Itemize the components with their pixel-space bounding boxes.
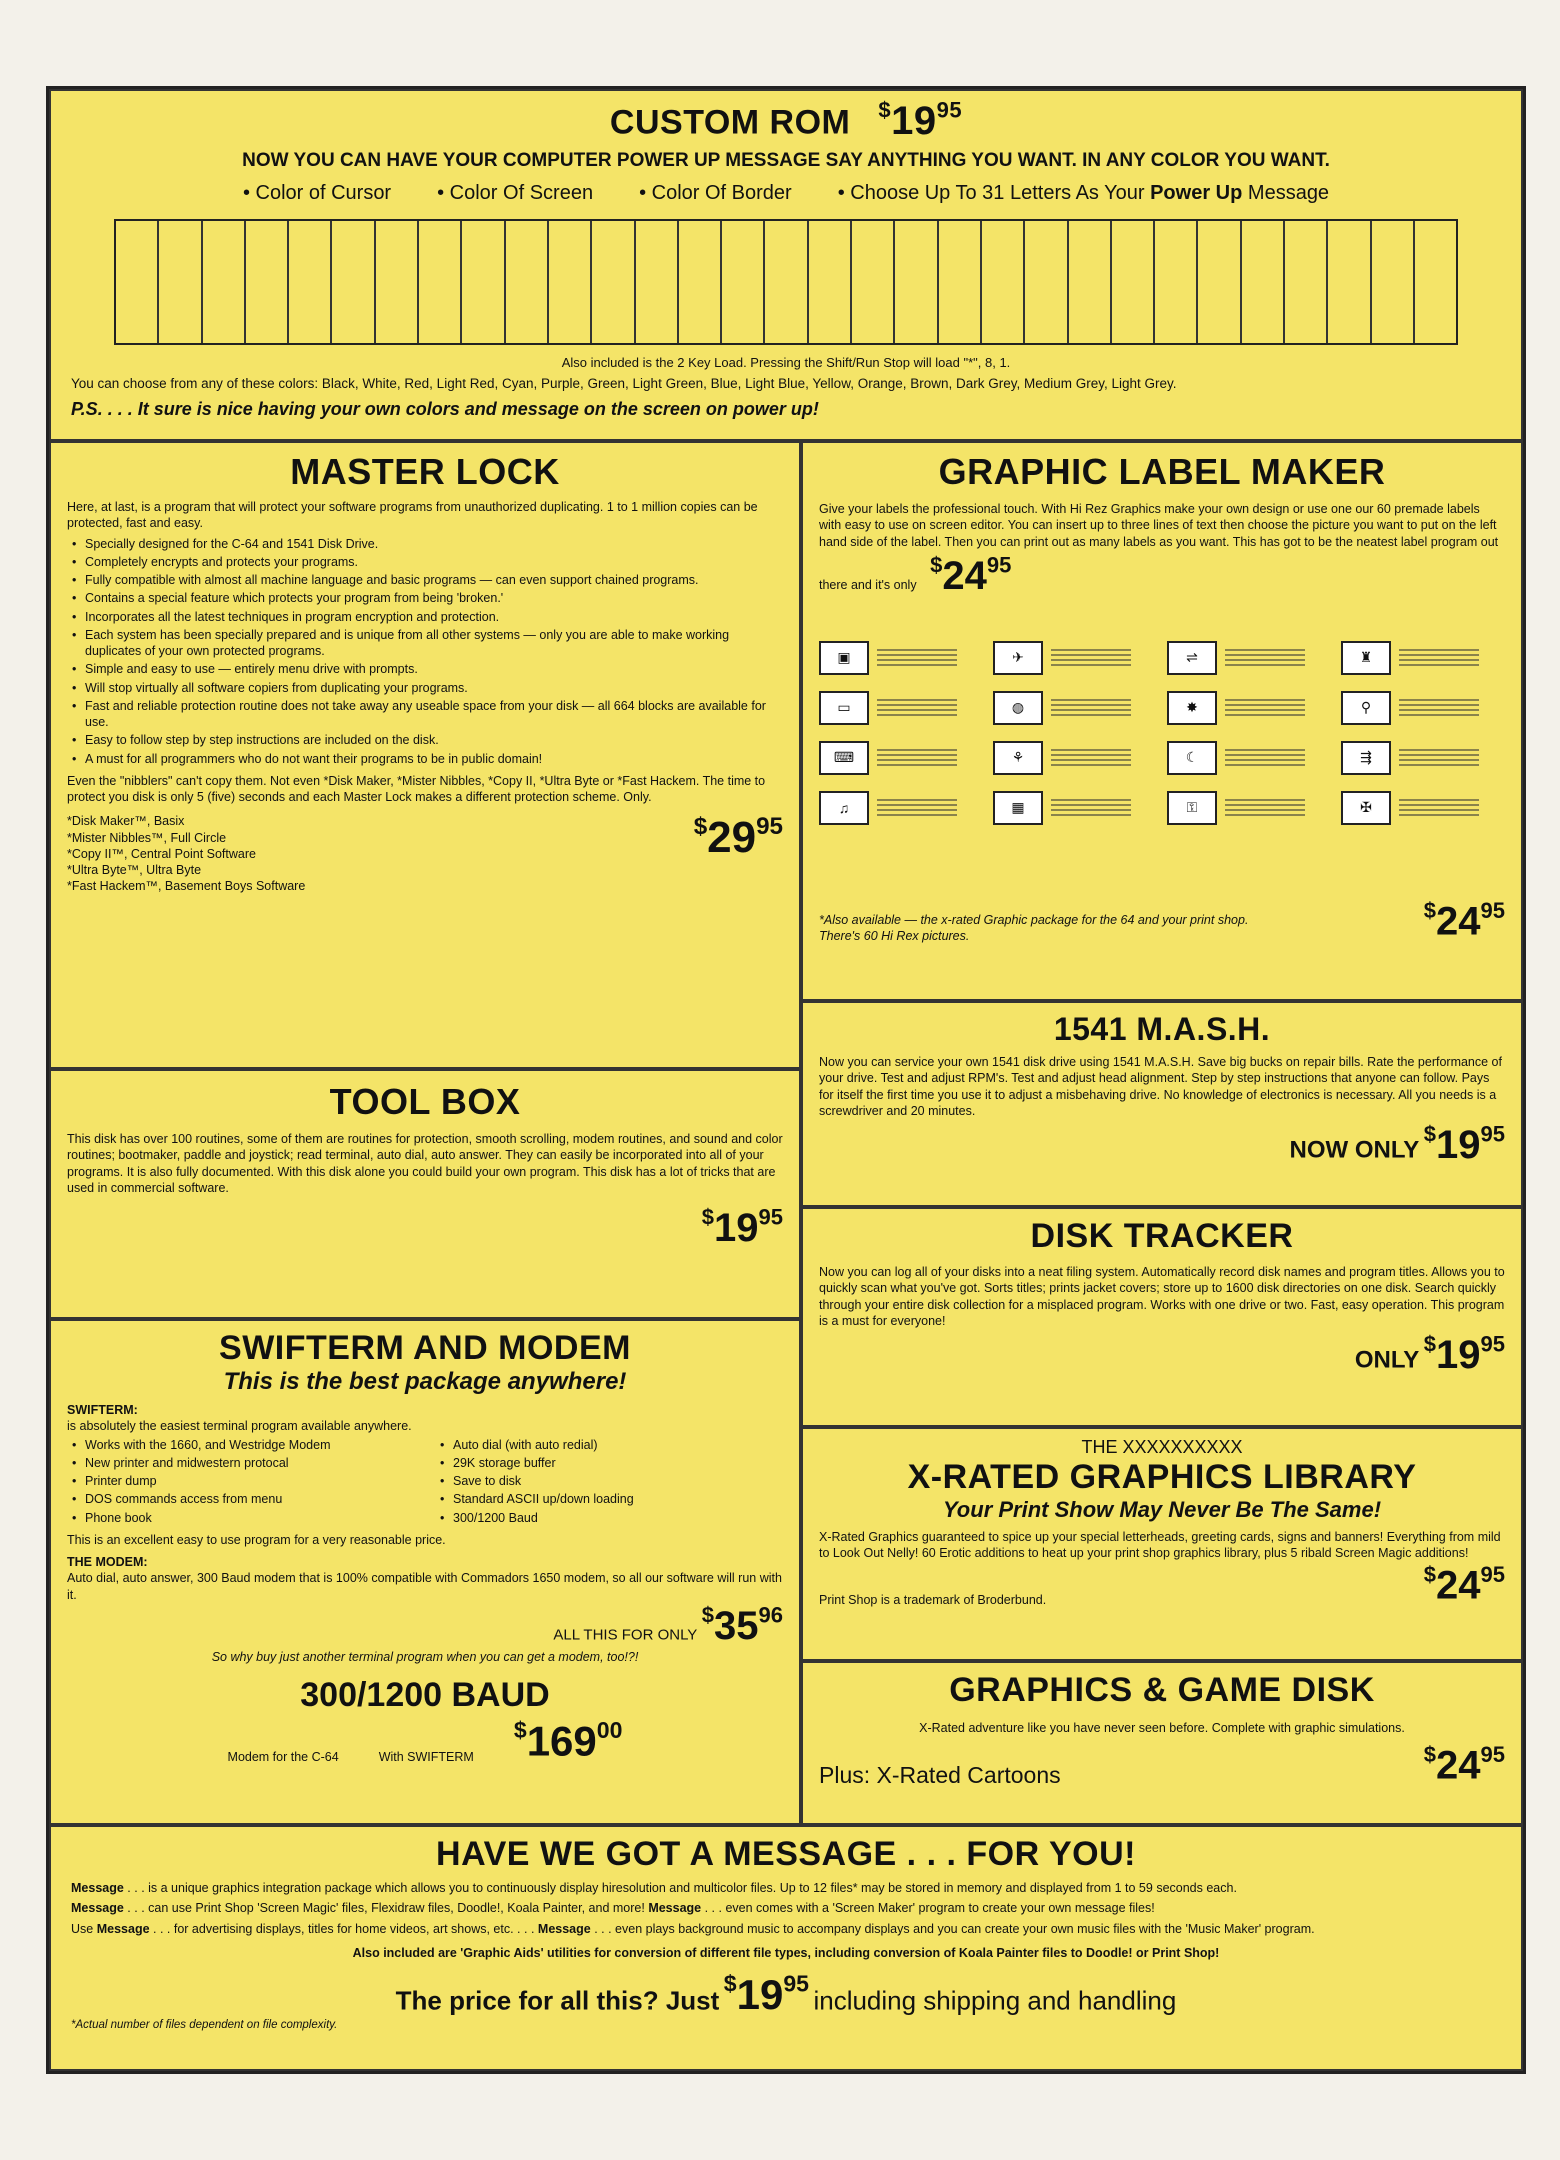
list-item: • Fully compatible with almost all machine language and basic programs — can even support chained programs.	[85, 572, 783, 588]
section-title: X-RATED GRAPHICS LIBRARY	[907, 1458, 1417, 1496]
price-lead: NOW ONLY	[1289, 1136, 1420, 1164]
list-item: • Each system has been specially prepared and is unique from all other systems — only you are able to make working duplicates of your own protected programs.	[85, 627, 783, 660]
trademark: *Fast Hackem™, Basement Boys Software	[67, 879, 306, 894]
price-whole: 19	[891, 98, 937, 143]
list-item: • Standard ASCII up/down loading	[453, 1491, 783, 1507]
ship-icon: ⇶	[1341, 741, 1391, 775]
sample-label	[819, 688, 983, 728]
sample-label	[993, 738, 1157, 778]
list-item: • Phone book	[85, 1510, 415, 1526]
ps-note: P.S. . . . It sure is nice having your own colors and message on the screen on power up!	[71, 398, 819, 419]
list-item: • Fast and reliable protection routine does not take away any useable space from your disk — all 664 blocks are available for use.	[85, 698, 783, 731]
intro: Here, at last, is a program that will protect your software programs from unauthorized duplicating. 1 to 1 million copies can be protected, fast and easy.	[67, 500, 758, 531]
body-text: X-Rated Graphics guaranteed to spice up your special letterheads, greeting cards, signs and banners! Everything from mild to Look Out Nelly! 60 Erotic additions to heat up your print shop graphics library, plus 5 ribald Screen Magic additions!	[819, 1530, 1501, 1561]
price: $^{\$}24^{95}$	[930, 552, 1012, 598]
price: $^{\$}169^{00}$	[513, 1716, 623, 1764]
star-icon: ✸	[1167, 691, 1217, 725]
price: $^{\$}19^{95}$	[1423, 1121, 1505, 1167]
body-text: This disk has over 100 routines, some of them are routines for protection, smooth scrolling, modem routines, and sound and color routines; bootmaker, paddle and joystick; read terminal, auto dial, auto answer. They can easily be incorporated into all of your programs. It is also fully documented. With this disk alone you could build your own program. This disk has a lot of tricks that are used in commercial software.	[67, 1132, 783, 1195]
body-text: X-Rated adventure like you have never seen before. Complete with graphic simulations.	[919, 1721, 1405, 1735]
feature-list	[67, 536, 783, 767]
feature: • Choose Up To 31 Letters As Your Power Up Message	[837, 181, 1330, 204]
list-item: • Specially designed for the C-64 and 1541 Disk Drive.	[85, 536, 783, 552]
moon-icon: ☾	[1167, 741, 1217, 775]
trademark: *Ultra Byte™, Ultra Byte	[67, 863, 202, 877]
feature-row	[71, 182, 1501, 205]
sample-label	[1341, 738, 1505, 778]
list-item: • Save to disk	[453, 1473, 783, 1489]
price: $^{\$}19^{95}$	[1423, 1331, 1505, 1377]
subtitle: Your Print Show May Never Be The Same!	[942, 1497, 1382, 1522]
list-item: • A must for all programmers who do not want their programs to be in public domain!	[85, 751, 783, 767]
note: *Also available — the x-rated Graphic package for the 64 and your print shop. There's 60 Hi Rex pictures.	[819, 912, 1249, 943]
sample-label	[1167, 788, 1331, 828]
film-icon: ⚘	[993, 741, 1043, 775]
trademark-list	[67, 813, 305, 894]
price: $^{\$}24^{95}$	[1423, 1742, 1505, 1788]
section-title: MASTER LOCK	[290, 451, 560, 492]
list-item: • Contains a special feature which protects your program from being 'broken.'	[85, 590, 783, 606]
section-title: SWIFTERM AND MODEM	[219, 1329, 631, 1367]
custom-rom-title: CUSTOM ROM	[609, 103, 851, 142]
footnote: *Actual number of files dependent on file complexity.	[71, 2019, 338, 2032]
section-title: GRAPHIC LABEL MAKER	[938, 451, 1386, 492]
trademark: *Copy II™, Central Point Software	[67, 846, 256, 861]
section-title: 1541 M.A.S.H.	[1053, 1011, 1271, 1047]
sample-label	[1341, 788, 1505, 828]
sample-label	[819, 738, 983, 778]
list-item: • Completely encrypts and protects your programs.	[85, 554, 783, 570]
price-lead: The price for all this? Just	[395, 1985, 720, 2016]
sample-label	[819, 788, 983, 828]
with-label: With SWIFTERM	[378, 1749, 474, 1764]
modem-label: THE MODEM:	[67, 1555, 148, 1569]
list-item: • Incorporates all the latest techniques in program encryption and protection.	[85, 609, 783, 625]
disk-tracker-section	[801, 1207, 1523, 1427]
aircraft-icon: ✈	[993, 641, 1043, 675]
section-title: GRAPHICS & GAME DISK	[949, 1671, 1375, 1709]
colors-list: You can choose from any of these colors: Black, White, Red, Light Red, Cyan, Purple, Green, Light Green, Blue, Light Blue, Yellow, Orange, Brown, Dark Grey, Medium Grey, Light Grey.	[71, 375, 1177, 391]
list-item: • DOS commands access from menu	[85, 1491, 415, 1507]
baud-title: 300/1200 BAUD	[300, 1675, 550, 1714]
list-item: • Simple and easy to use — entirely menu drive with prompts.	[85, 661, 783, 677]
feature-list-right	[435, 1435, 783, 1528]
trademark-note: Print Shop is a trademark of Broderbund.	[819, 1592, 1047, 1607]
xrated-library-section	[801, 1427, 1523, 1661]
body-text: Now you can log all of your disks into a neat filing system. Automatically record disk names and program titles. Allows you to quickly scan what you've got. Sorts titles; prints jacket covers; store up to 1600 disk directories on one disk. Search quickly through your entire disk collection for a misplaced program. Works with one drive or two. Fast, easy operation. This program is a must for everyone!	[819, 1265, 1505, 1328]
list-item: • 29K storage buffer	[453, 1455, 783, 1471]
starship-icon: ⇌	[1167, 641, 1217, 675]
body-text: Give your labels the professional touch. With Hi Rez Graphics make your own design or use one our 60 premade labels with easy to use on screen editor. You can insert up to three lines of text then choose the picture you want to put on the left hand side of the label. Then you can print out as many labels as you want. This has got to be the neatest label program out there and it's only $^{\$}24^{95}$	[819, 502, 1499, 598]
price: $^{\$}29^{95}$	[693, 813, 783, 863]
list-item: • New printer and midwestern protocal	[85, 1455, 415, 1471]
list-item: • Works with the 1660, and Westridge Modem	[85, 1437, 415, 1453]
body-text: Now you can service your own 1541 disk drive using 1541 M.A.S.H. Save big bucks on repair bills. Rate the performance of your drive. Test and adjust RPM's. Test and adjust head alignment. Step by step instructions that anyone can follow. Pays for itself the first time you use it to adjust a misbehaving drive. No knowledge of electronics is necessary. All you needs is a screwdriver and 20 minutes.	[819, 1055, 1502, 1118]
message-section	[49, 1825, 1523, 2071]
sample-label	[993, 788, 1157, 828]
sample-label	[819, 638, 983, 678]
feature-columns	[67, 1435, 783, 1528]
sample-label	[993, 638, 1157, 678]
price: $^{\$}19^{95}$	[723, 1971, 809, 2019]
sample-label	[1341, 688, 1505, 728]
section-title: DISK TRACKER	[1030, 1217, 1294, 1255]
price-line	[71, 1971, 1501, 2019]
intro: is absolutely the easiest terminal program available anywhere.	[67, 1419, 412, 1434]
feature: • Color Of Border	[639, 181, 792, 204]
keyboard-icon: ⌨	[819, 741, 869, 775]
list-item: • Printer dump	[85, 1473, 415, 1489]
price: $^{\$}24^{95}$	[1423, 1561, 1505, 1607]
feature: • Color of Cursor	[242, 181, 392, 204]
paragraph: Message . . . can use Print Shop 'Screen Magic' files, Flexidraw files, Doodle!, Koala Painter, and more! Message . . . even comes with a 'Screen Maker' program to create your own message files!	[71, 1901, 1155, 1916]
price	[878, 99, 962, 143]
music-icon: ♫	[819, 791, 869, 825]
trademark: *Mister Nibbles™, Full Circle	[67, 830, 227, 845]
fighter-icon: ✠	[1341, 791, 1391, 825]
list-item: • Auto dial (with auto redial)	[453, 1437, 783, 1453]
price-tail: including shipping and handling	[813, 1985, 1177, 2016]
baud-sub: Modem for the C-64	[227, 1749, 339, 1764]
sample-label	[1167, 638, 1331, 678]
price-cents: 95	[936, 97, 963, 122]
sample-label	[1167, 688, 1331, 728]
sample-label	[1341, 638, 1505, 678]
computer-icon: ▣	[819, 641, 869, 675]
price-lead: ALL THIS FOR ONLY	[553, 1626, 698, 1644]
price: $^{\$}19^{95}$	[701, 1204, 783, 1250]
pre-title: THE XXXXXXXXXX	[1081, 1437, 1243, 1457]
section-title	[71, 97, 1501, 144]
tool-box-section	[49, 1069, 801, 1319]
master-lock-section	[49, 441, 801, 1069]
price: $^{\$}24^{95}$	[1423, 897, 1505, 944]
modem-body: Auto dial, auto answer, 300 Baud modem that is 100% compatible with Commadors 1650 modem, so all our software will run with it.	[67, 1571, 782, 1602]
note: This is an excellent easy to use program for a very reasonable price.	[67, 1532, 446, 1547]
list-item: • Will stop virtually all software copiers from duplicating your programs.	[85, 680, 783, 696]
plus-text: Plus: X-Rated Cartoons	[819, 1761, 1061, 1788]
planet-icon: ◍	[993, 691, 1043, 725]
sample-label	[993, 688, 1157, 728]
chess-rook-icon: ♜	[1341, 641, 1391, 675]
swifterm-label: SWIFTERM:	[67, 1403, 138, 1417]
label-samples-grid	[819, 638, 1505, 828]
list-item: • 300/1200 Baud	[453, 1510, 783, 1526]
price-lead: ONLY	[1354, 1346, 1420, 1374]
box-icon: ▦	[993, 791, 1043, 825]
swifterm-modem-section	[49, 1319, 801, 1825]
list-item: • Easy to follow step by step instructions are included on the disk.	[85, 732, 783, 748]
body-text: Even the "nibblers" can't copy them. Not even *Disk Maker, *Mister Nibbles, *Copy II, *Ultra Byte or *Fast Hackem. The time to protect you disk is only 5 (five) seconds and each Master Lock makes a different protection scheme. Only.	[67, 773, 766, 804]
paragraph: Message . . . is a unique graphics integration package which allows you to continuously display hiresolution and multicolor files. Up to 12 files* may be stored in memory and displayed from 1 to 59 seconds each.	[71, 1881, 1237, 1895]
note: Also included is the 2 Key Load. Pressing the Shift/Run Stop will load "*", 8, 1.	[561, 354, 1011, 370]
message-letter-grid	[114, 219, 1458, 345]
section-title: TOOL BOX	[329, 1081, 521, 1122]
wizard-icon: ⚲	[1341, 691, 1391, 725]
trademark: *Disk Maker™, Basix	[67, 814, 185, 829]
game-disk-section	[801, 1661, 1523, 1825]
also-included: Also included are 'Graphic Aids' utilities for conversion of different file types, including conversion of Koala Painter files to Doodle! or Print Shop!	[352, 1945, 1220, 1960]
headline: NOW YOU CAN HAVE YOUR COMPUTER POWER UP MESSAGE SAY ANYTHING YOU WANT. IN ANY COLOR YOU WANT.	[242, 149, 1330, 171]
feature-list-left	[67, 1435, 415, 1528]
feature: • Color Of Screen	[437, 181, 594, 204]
graphic-label-maker-section	[801, 441, 1523, 1001]
key-icon: ⚿	[1167, 791, 1217, 825]
paragraph: Use Message . . . for advertising displays, titles for home videos, art shows, etc. . . . Message . . . even plays background music to accompany displays and you can create your own music files with the 'Music Maker' program.	[71, 1921, 1315, 1936]
price: $^{\$}35^{96}$	[701, 1602, 783, 1649]
tagline: So why buy just another terminal program when you can get a modem, too!?!	[211, 1650, 639, 1665]
subtitle: This is the best package anywhere!	[223, 1368, 627, 1395]
tv-icon: ▭	[819, 691, 869, 725]
custom-rom-section	[49, 89, 1523, 441]
section-title: HAVE WE GOT A MESSAGE . . . FOR YOU!	[436, 1835, 1136, 1873]
sample-label	[1167, 738, 1331, 778]
price-dollar: $	[878, 97, 892, 122]
mash-section	[801, 1001, 1523, 1207]
advertisement-page	[46, 86, 1526, 2074]
